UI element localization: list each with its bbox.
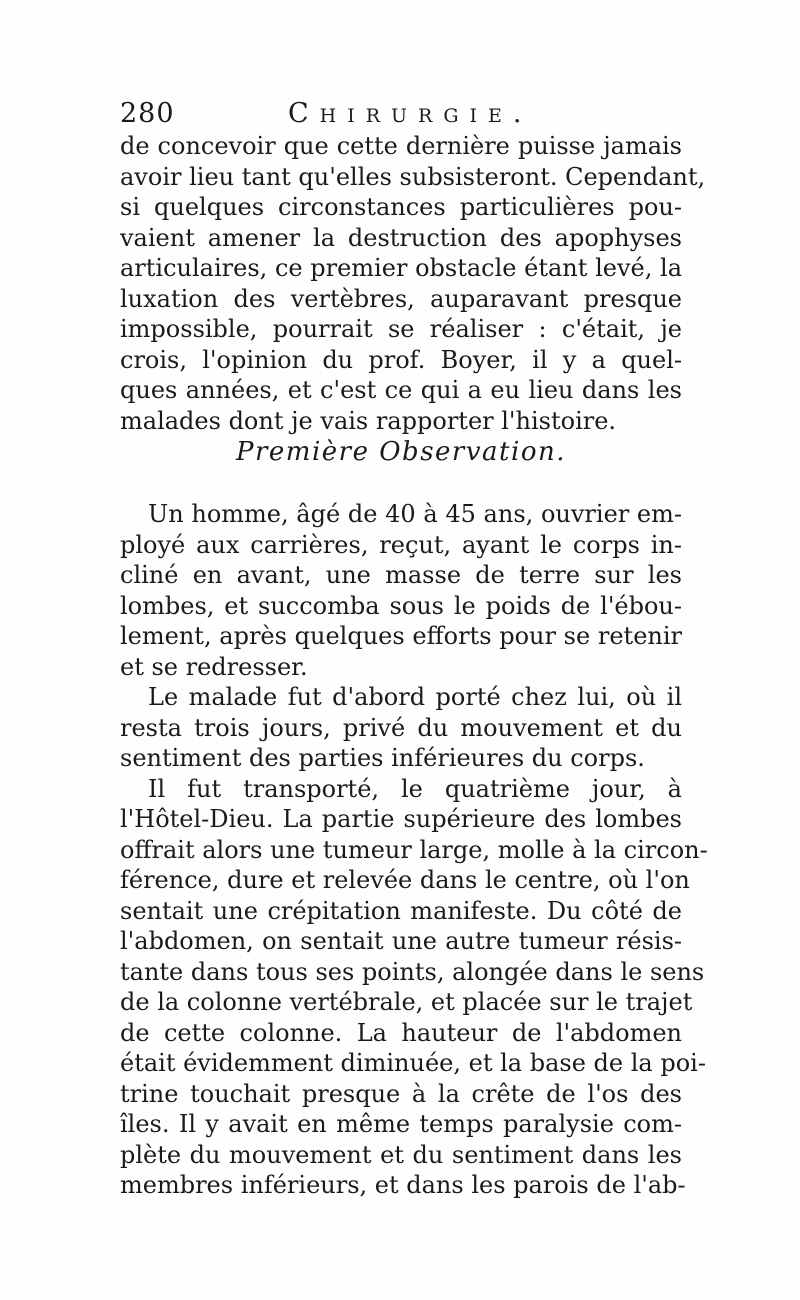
text-line: articulaires, ce premier obstacle étant levé, la <box>120 254 682 282</box>
text-line: Il fut transporté, le quatrième jour, à <box>148 774 682 803</box>
text-line: crois, l'opinion du prof. Boyer, il y a quel- <box>120 345 682 374</box>
page-number: 280 <box>120 98 175 129</box>
text-line: Un homme, âgé de 40 à 45 ans, ouvrier em- <box>148 500 682 528</box>
text-line: l'abdomen, on sentait une autre tumeur résis- <box>120 927 682 955</box>
text-line: impossible, pourrait se réaliser : c'était, je <box>120 315 682 343</box>
text-line: membres inférieurs, et dans les parois de l'ab- <box>120 1171 686 1199</box>
text-line: férence, dure et relevée dans le centre, où l'on <box>120 866 690 894</box>
observation-text <box>120 499 708 1201</box>
text-line: sentait une crépitation manifeste. Du côté de <box>120 896 682 925</box>
text-line: était évidemment diminuée, et la base de la poi- <box>120 1049 706 1077</box>
running-head: Chirurgie. <box>288 98 533 129</box>
text-line: trine touchait presque à la crête de l'os des <box>120 1079 682 1108</box>
text-line: de la colonne vertébrale, et placée sur le trajet <box>120 988 693 1016</box>
section-heading: Première Observation. <box>236 437 566 467</box>
text-line: Le malade fut d'abord porté chez lui, où il <box>148 683 682 711</box>
text-line: resta trois jours, privé du mouvement et du <box>120 713 682 742</box>
paragraph-continuation <box>120 131 706 436</box>
text-line: lombes, et succomba sous le poids de l'ébou- <box>120 591 682 620</box>
text-line: îles. Il y avait en même temps paralysie com- <box>120 1110 682 1138</box>
text-line: lement, après quelques efforts pour se retenir <box>120 622 682 650</box>
text-line: cliné en avant, une masse de terre sur les <box>120 561 682 589</box>
text-line: si quelques circonstances particulières pou- <box>120 193 682 221</box>
text-line: l'Hôtel-Dieu. La partie supérieure des lombes <box>120 805 682 833</box>
text-line: malades dont je vais rapporter l'histoire. <box>120 406 617 435</box>
text-line: de cette colonne. La hauteur de l'abdomen <box>120 1018 682 1047</box>
text-line: offrait alors une tumeur large, molle à la circon- <box>120 835 708 864</box>
text-line: avoir lieu tant qu'elles subsisteront. Cependant, <box>120 162 706 191</box>
text-line: de concevoir que cette dernière puisse jamais <box>120 132 682 160</box>
text-line: tante dans tous ses points, alongée dans le sens <box>120 957 705 986</box>
text-line: ployé aux carrières, reçut, ayant le corps in- <box>120 530 682 559</box>
text-line: luxation des vertèbres, auparavant presque <box>120 284 682 313</box>
text-line: sentiment des parties inférieures du corps. <box>120 744 645 772</box>
text-line: vaient amener la destruction des apophyses <box>120 223 682 252</box>
text-line: plète du mouvement et du sentiment dans les <box>120 1140 682 1169</box>
text-line: ques années, et c'est ce qui a eu lieu dans les <box>120 376 682 404</box>
text-line: et se redresser. <box>120 652 308 681</box>
